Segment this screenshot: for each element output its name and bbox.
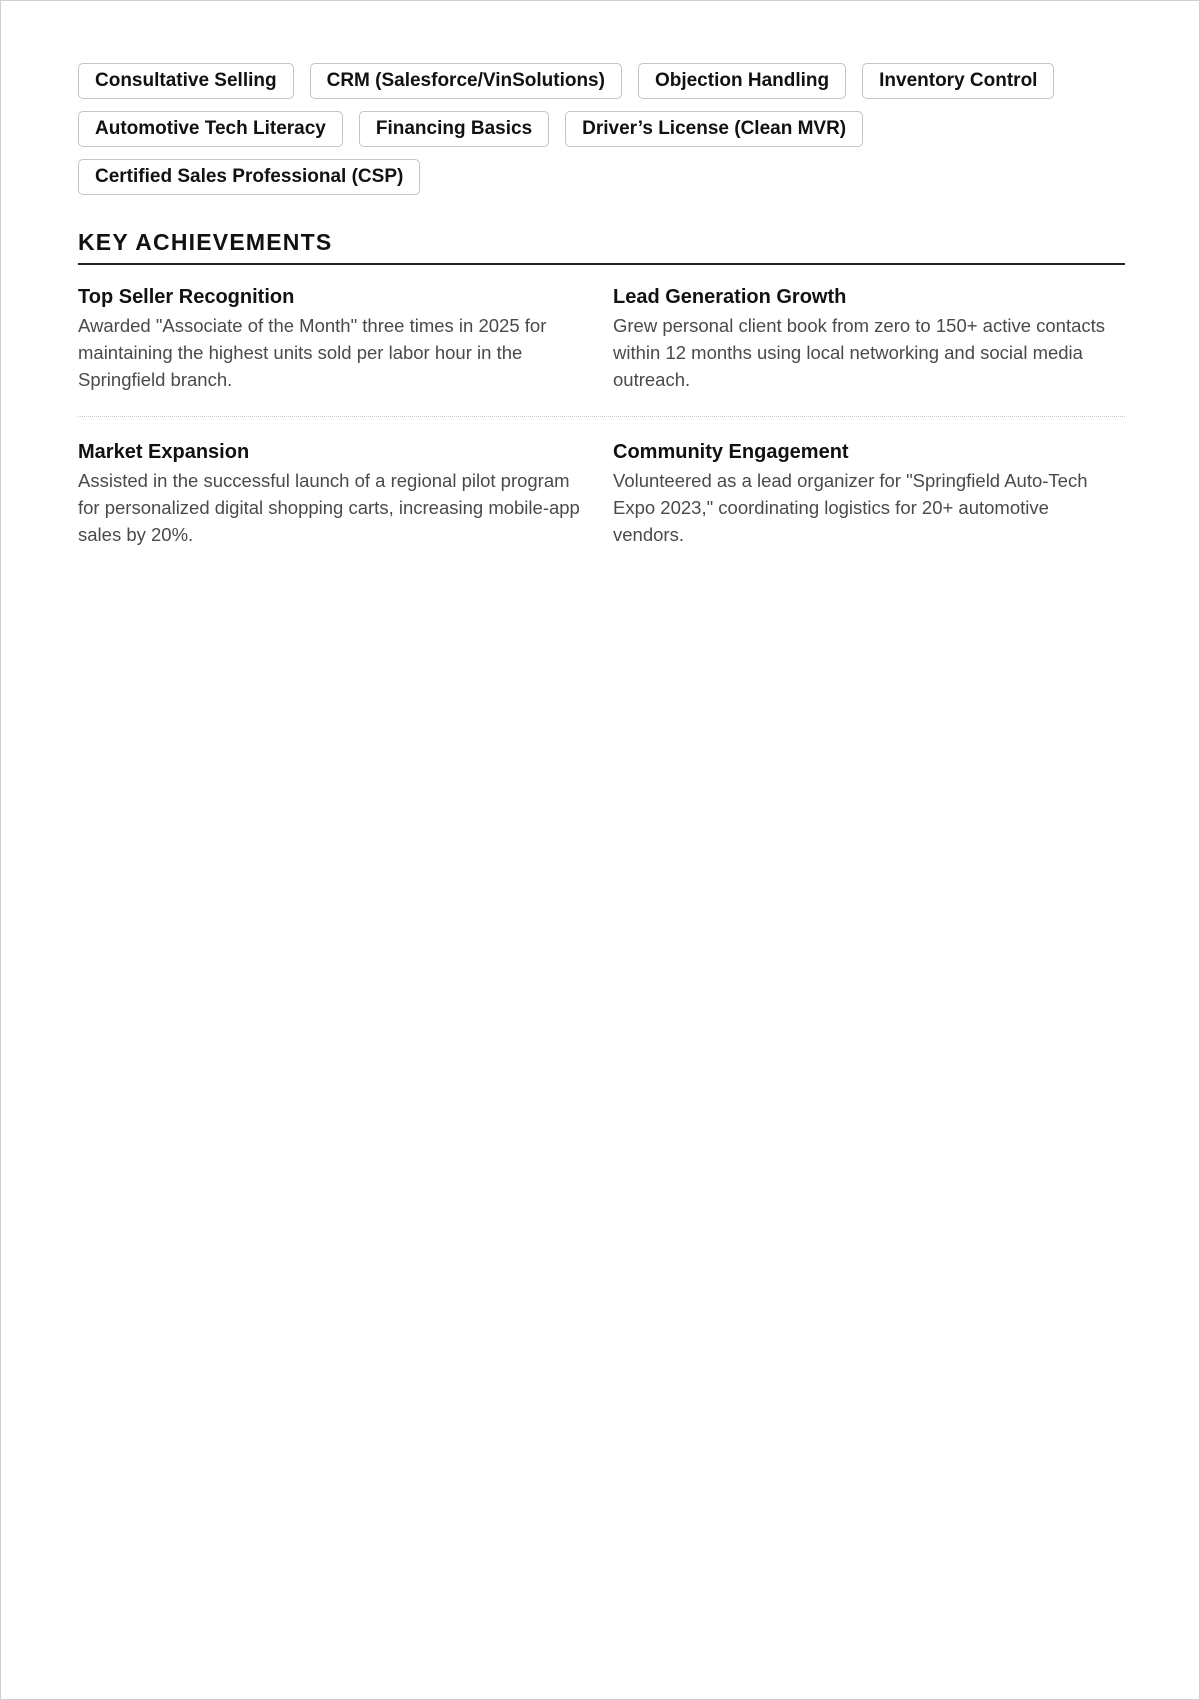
skills-tag-list — [78, 63, 1125, 195]
achievement-item — [613, 285, 1125, 393]
skill-tag-consultative-selling: Consultative Selling — [78, 63, 294, 99]
achievement-description: Volunteered as a lead organizer for "Springfield Auto-Tech Expo 2023," coordinating logistics for 20+ automotive vendors. — [613, 470, 1088, 545]
achievement-title: Community Engagement — [613, 441, 849, 463]
achievement-description: Grew personal client book from zero to 150+ active contacts within 12 months using local networking and social media outreach. — [613, 315, 1106, 390]
achievement-title: Market Expansion — [78, 441, 250, 463]
achievement-item — [78, 440, 590, 548]
achievement-description: Assisted in the successful launch of a regional pilot program for personalized digital shopping carts, increasing mobile-app sales by 20%. — [78, 470, 580, 545]
key-achievements-heading: KEY ACHIEVEMENTS — [78, 228, 1125, 265]
skill-tag-automotive-tech-literacy: Automotive Tech Literacy — [78, 111, 343, 147]
achievements-row — [78, 417, 1125, 548]
achievement-item — [613, 440, 1125, 548]
achievement-title: Lead Generation Growth — [613, 286, 847, 308]
skill-tag-inventory-control: Inventory Control — [862, 63, 1054, 99]
achievement-description: Awarded "Associate of the Month" three times in 2025 for maintaining the highest units sold per labor hour in the Springfield branch. — [78, 315, 547, 390]
skill-tag-financing-basics: Financing Basics — [359, 111, 549, 147]
achievements-row — [78, 265, 1125, 417]
skill-tag-certified-sales-professional: Certified Sales Professional (CSP) — [78, 159, 420, 195]
achievement-title: Top Seller Recognition — [78, 286, 295, 308]
skill-tag-drivers-license: Driver’s License (Clean MVR) — [565, 111, 863, 147]
skill-tag-crm: CRM (Salesforce/VinSolutions) — [310, 63, 622, 99]
achievement-item — [78, 285, 590, 393]
resume-content — [78, 63, 1125, 548]
skill-tag-objection-handling: Objection Handling — [638, 63, 846, 99]
